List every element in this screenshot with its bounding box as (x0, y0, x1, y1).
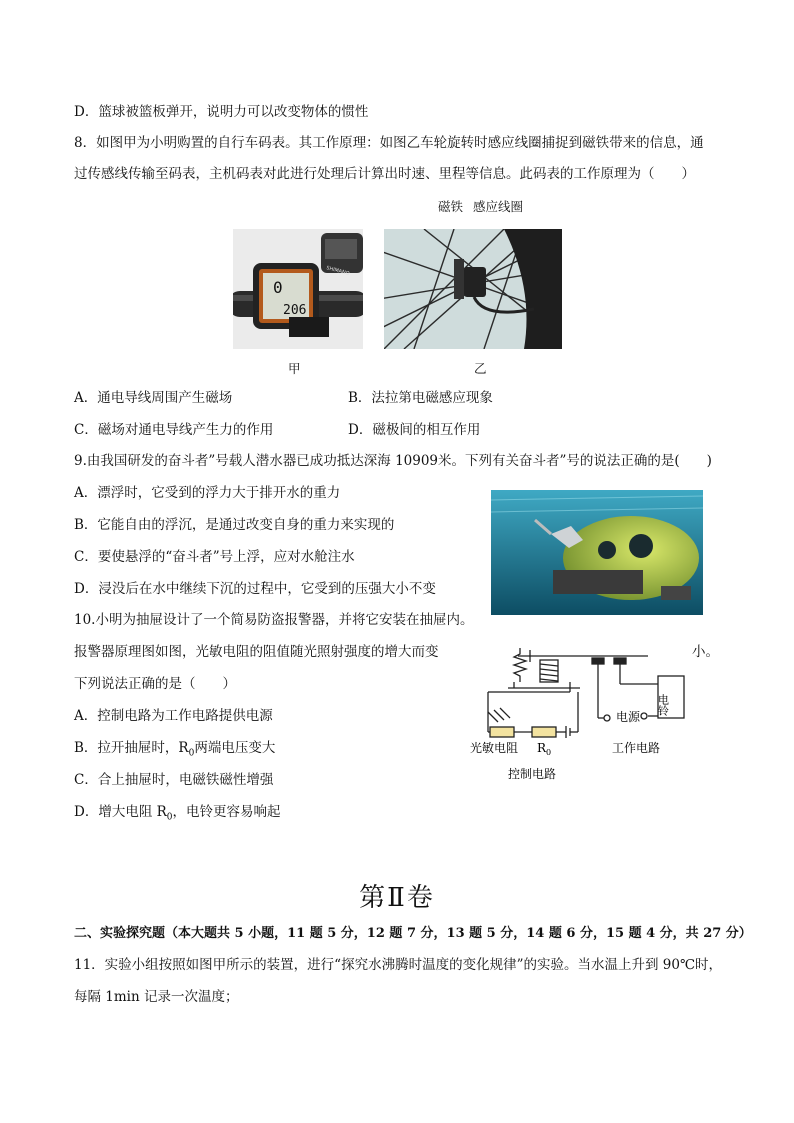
section2-header: 二、实验探究题（本大题共 5 小题，11 题 5 分，12 题 7 分，13 题 5 分，14 题 6 分，15 题 4 分，共 27 分） (74, 926, 752, 941)
q8-stem-line1: 8．如图甲为小明购置的自行车码表。其工作原理：如图乙车轮旋转时感应线圈捕捉到磁铁带来的信息，通 (74, 135, 704, 151)
q9-option-b: B．它能自由的浮沉，是通过改变自身的重力来实现的 (74, 517, 395, 533)
q8-caption-jia: 甲 (288, 361, 301, 376)
circuit-ldr-label: 光敏电阻 (470, 741, 519, 755)
q11-stem-line1: 11．实验小组按照如图甲所示的装置，进行“探究水沸腾时温度的变化规律”的实验。当水温上升到 90℃时， (74, 957, 723, 973)
q10-stem-line2-tail: 小。 (692, 644, 719, 660)
q8-label-coil: 感应线圈 (473, 199, 524, 214)
q8-figure-wheel-sensor (384, 229, 562, 349)
q10-stem-line3: 下列说法正确的是（ ） (74, 676, 236, 692)
q10-option-d: D．增大电阻 $R_0$，电铃更容易响起 (74, 804, 281, 823)
q9-stem: 9.由我国研发的奋斗者”号载人潜水器已成功抵达深海 10909米。下列有关奋斗者”号的说法正确的是( ) (74, 453, 712, 469)
q8-label-magnet: 磁铁 (438, 199, 464, 214)
circuit-power-label: 电源 (616, 710, 641, 724)
q10-option-c: C．合上抽屉时，电磁铁磁性增强 (74, 772, 274, 788)
q9-option-d: D．浸没后在水中继续下沉的过程中，它受到的压强大小不变 (74, 581, 436, 597)
odometer-brand-logo: SHIMANO (325, 265, 351, 278)
q10-option-a: A．控制电路为工作电路提供电源 (74, 708, 273, 724)
q8-option-d: D．磁极间的相互作用 (348, 422, 481, 438)
q10-option-b: B．拉开抽屉时，$R_0$两端电压变大 (74, 740, 276, 759)
circuit-work-label: 工作电路 (612, 741, 661, 755)
odometer-top-digits: 0 (273, 278, 283, 297)
section-title: 第Ⅱ卷 (359, 883, 435, 913)
circuit-r0-label: $R_0$ (537, 741, 552, 757)
q10-circuit-diagram (470, 640, 700, 790)
q10-stem-line2: 报警器原理图如图，光敏电阻的阻值随光照射强度的增大而变 (74, 644, 439, 660)
q8-caption-yi: 乙 (474, 361, 487, 376)
q8-option-a: A．通电导线周围产生磁场 (74, 390, 233, 406)
q8-option-b: B．法拉第电磁感应现象 (348, 390, 493, 406)
q7-option-d: D．篮球被篮板弹开，说明力可以改变物体的惯性 (74, 104, 369, 120)
q9-option-a: A．漂浮时，它受到的浮力大于排开水的重力 (74, 485, 341, 501)
q8-option-c: C．磁场对通电导线产生力的作用 (74, 422, 274, 438)
circuit-bell-label: 电铃 (656, 694, 670, 716)
odometer-bottom-digits: 206 (283, 303, 307, 318)
q8-figure-odometer (233, 229, 363, 349)
q10-stem-line1: 10.小明为抽屉设计了一个简易防盗报警器，并将它安装在抽屉内。 (74, 612, 474, 628)
circuit-control-label: 控制电路 (508, 767, 557, 781)
q8-stem-line2: 过传感线传输至码表，主机码表对此进行处理后计算出时速、里程等信息。此码表的工作原理为（ ） (74, 166, 695, 182)
q9-option-c: C．要使悬浮的“奋斗者”号上浮，应对水舱注水 (74, 549, 355, 565)
q11-stem-line2: 每隔 1min 记录一次温度； (74, 989, 239, 1005)
q9-figure-submersible (491, 490, 703, 615)
